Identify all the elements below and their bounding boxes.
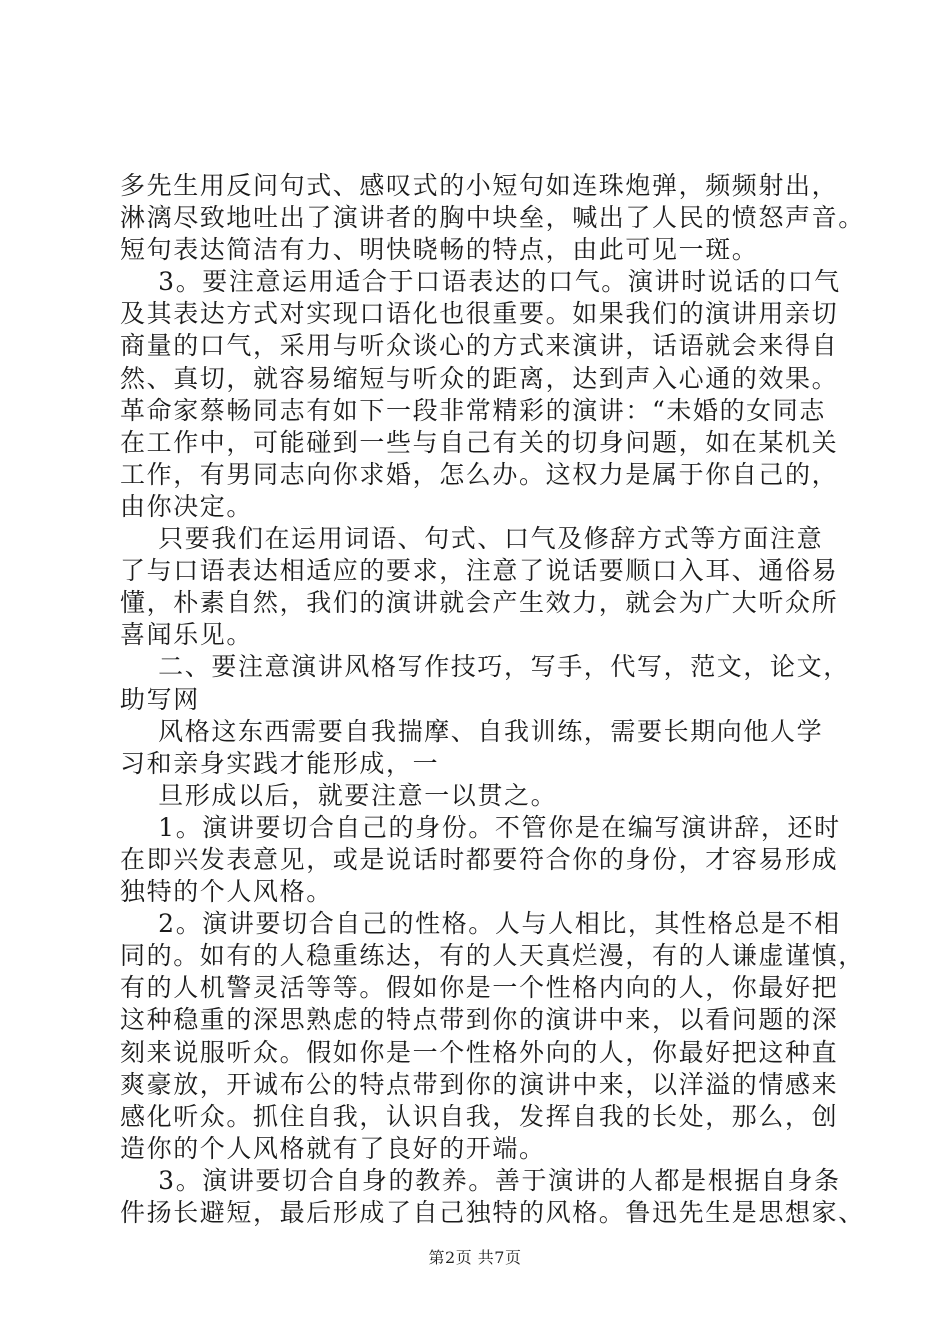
text-line: 在工作中，可能碰到一些与自己有关的切身问题，如在某机关 [120, 427, 839, 457]
text-line: 造你的个人风格就有了良好的开端。 [120, 1133, 546, 1163]
text-line: 由你决定。 [120, 491, 254, 521]
text-line: 多先生用反问句式、感叹式的小短句如连珠炮弹，频频射出， [120, 171, 839, 200]
text-line: 感化听众。抓住自我，认识自我，发挥自我的长处，那么，创 [120, 1101, 839, 1131]
text-line: 商量的口气，采用与听众谈心的方式来演讲，话语就会来得自 [120, 331, 839, 361]
text-line: 独特的个人风格。 [120, 877, 333, 907]
text-line: 短句表达简洁有力、明快晓畅的特点，由此可见一斑。 [120, 235, 759, 265]
text-line: 风格这东西需要自我揣摩、自我训练，需要长期向他人学 [120, 716, 824, 746]
text-line: 淋漓尽致地吐出了演讲者的胸中块垒，喊出了人民的愤怒声音。 [120, 203, 865, 233]
text-line: 助写网 [120, 684, 200, 714]
text-line: 及其表达方式对实现口语化也很重要。如果我们的演讲用亲切 [120, 299, 839, 329]
page-number-footer: 第2页 共7页 [428, 1248, 522, 1267]
text-line: 在即兴发表意见，或是说话时都要符合你的身份，才容易形成 [120, 844, 839, 874]
text-line: 只要我们在运用词语、句式、口气及修辞方式等方面注意 [120, 524, 824, 554]
text-line: 然、真切，就容易缩短与听众的距离，达到声入心通的效果。 [120, 363, 839, 393]
text-line: 有的人机警灵活等等。假如你是一个性格内向的人，你最好把 [120, 973, 839, 1003]
text-line: 革命家蔡畅同志有如下一段非常精彩的演讲：“未婚的女同志 [120, 395, 826, 425]
text-line: 3。演讲要切合自身的教养。善于演讲的人都是根据自身条 [120, 1165, 841, 1195]
text-line: 2。演讲要切合自己的性格。人与人相比，其性格总是不相 [120, 909, 841, 939]
text-line: 刻来说服听众。假如你是一个性格外向的人，你最好把这种直 [120, 1037, 839, 1067]
text-line: 了与口语表达相适应的要求，注意了说话要顺口入耳、通俗易 [120, 556, 839, 586]
text-line: 旦形成以后，就要注意一以贯之。 [120, 780, 558, 810]
text-line: 习和亲身实践才能形成，一 [120, 748, 440, 778]
text-line: 二、要注意演讲风格写作技巧，写手，代写，范文，论文， [120, 652, 850, 682]
text-line: 喜闻乐见。 [120, 620, 254, 650]
text-line: 懂，朴素自然，我们的演讲就会产生效力，就会为广大听众所 [120, 588, 839, 618]
text-line: 工作，有男同志向你求婚，怎么办。这权力是属于你自己的， [120, 459, 839, 489]
text-line: 件扬长避短，最后形成了自己独特的风格。鲁迅先生是思想家、 [120, 1198, 865, 1227]
text-line: 爽豪放，开诚布公的特点带到你的演讲中来，以洋溢的情感来 [120, 1069, 839, 1099]
text-line: 这种稳重的深思熟虑的特点带到你的演讲中来，以看问题的深 [120, 1005, 839, 1035]
text-line: 同的。如有的人稳重练达，有的人天真烂漫，有的人谦虚谨慎， [120, 941, 865, 971]
body-text [120, 170, 865, 1229]
text-line: 3。要注意运用适合于口语表达的口气。演讲时说话的口气 [120, 267, 841, 297]
text-line: 1。演讲要切合自己的身份。不管你是在编写演讲辞，还时 [120, 812, 841, 842]
